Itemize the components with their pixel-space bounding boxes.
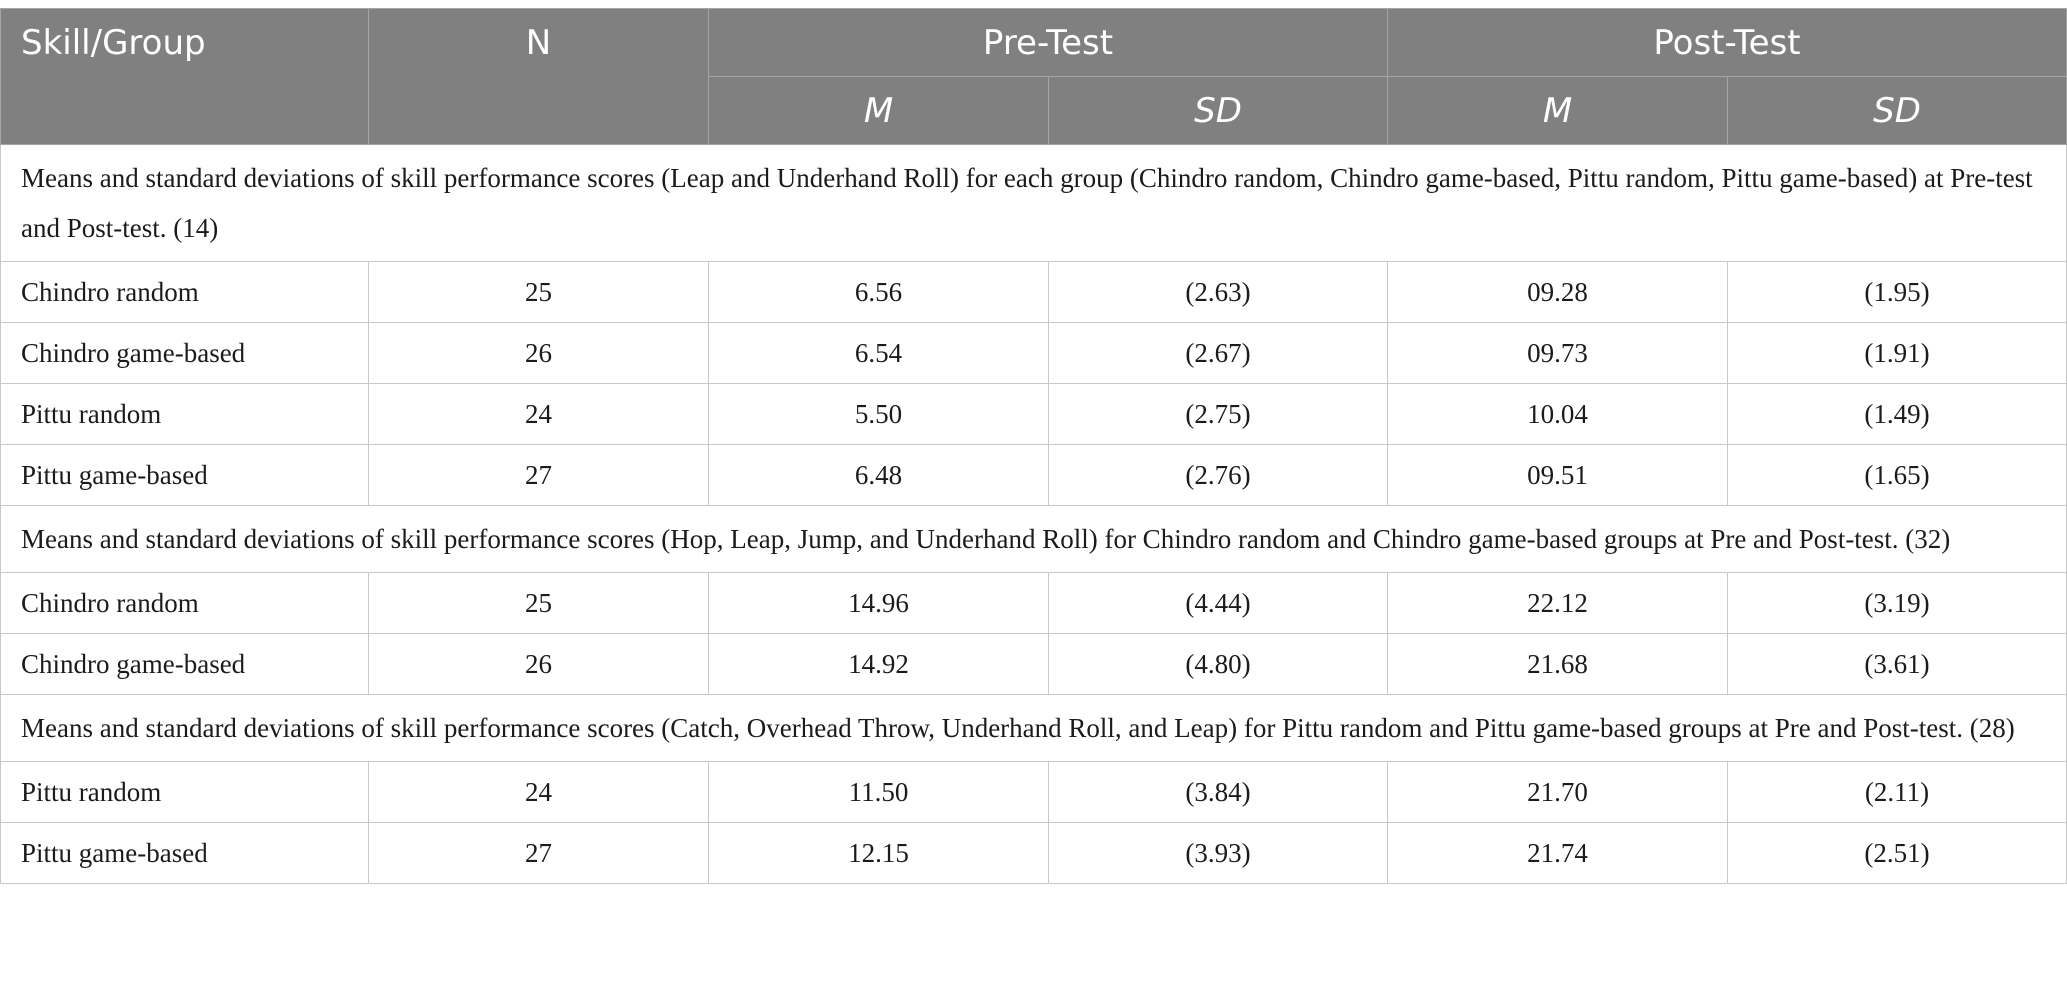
cell-pre-m: 11.50: [709, 762, 1049, 823]
cell-post-m: 09.51: [1388, 445, 1728, 506]
cell-post-m: 21.68: [1388, 634, 1728, 695]
cell-n: 24: [369, 384, 709, 445]
section-caption-row: [1, 145, 2067, 262]
cell-post-sd: (1.95): [1728, 262, 2067, 323]
header-post-sd: SD: [1728, 77, 2067, 145]
table-row: [1, 573, 2067, 634]
table-body: [1, 145, 2067, 884]
header-pre-m: M: [709, 77, 1049, 145]
cell-pre-m: 6.48: [709, 445, 1049, 506]
cell-n: 26: [369, 323, 709, 384]
cell-post-m: 22.12: [1388, 573, 1728, 634]
cell-group: Chindro random: [1, 262, 369, 323]
header-pre-sd: SD: [1049, 77, 1388, 145]
header-pre-test: Pre-Test: [709, 9, 1388, 77]
table-row: [1, 762, 2067, 823]
cell-post-sd: (2.51): [1728, 823, 2067, 884]
cell-n: 27: [369, 823, 709, 884]
section-caption-row: [1, 695, 2067, 762]
section-caption: Means and standard deviations of skill performance scores (Catch, Overhead Throw, Underhand Roll, and Leap) for Pittu random and Pittu game-based groups at Pre and Post-test. (28): [1, 695, 2067, 762]
cell-post-m: 21.70: [1388, 762, 1728, 823]
cell-post-sd: (2.11): [1728, 762, 2067, 823]
cell-post-m: 09.73: [1388, 323, 1728, 384]
section-caption-row: [1, 506, 2067, 573]
cell-group: Chindro game-based: [1, 634, 369, 695]
table-row: [1, 445, 2067, 506]
cell-pre-sd: (2.76): [1049, 445, 1388, 506]
cell-group: Pittu game-based: [1, 823, 369, 884]
cell-post-m: 21.74: [1388, 823, 1728, 884]
section-caption: Means and standard deviations of skill performance scores (Hop, Leap, Jump, and Underhand Roll) for Chindro random and Chindro game-based groups at Pre and Post-test. (32): [1, 506, 2067, 573]
cell-n: 24: [369, 762, 709, 823]
table-header: [1, 9, 2067, 145]
section-caption: Means and standard deviations of skill performance scores (Leap and Underhand Roll) for each group (Chindro random, Chindro game-based, Pittu random, Pittu game-based) at Pre-test and Post-test. (14): [1, 145, 2067, 262]
cell-post-m: 09.28: [1388, 262, 1728, 323]
cell-group: Chindro game-based: [1, 323, 369, 384]
table-row: [1, 262, 2067, 323]
cell-post-sd: (3.61): [1728, 634, 2067, 695]
results-table: [0, 8, 2067, 884]
cell-pre-sd: (4.80): [1049, 634, 1388, 695]
cell-pre-sd: (3.93): [1049, 823, 1388, 884]
cell-post-sd: (1.91): [1728, 323, 2067, 384]
header-row: [1, 9, 2067, 77]
cell-post-sd: (3.19): [1728, 573, 2067, 634]
cell-pre-m: 14.92: [709, 634, 1049, 695]
cell-group: Chindro random: [1, 573, 369, 634]
cell-n: 26: [369, 634, 709, 695]
cell-pre-m: 14.96: [709, 573, 1049, 634]
table-row: [1, 323, 2067, 384]
cell-pre-sd: (2.67): [1049, 323, 1388, 384]
cell-group: Pittu random: [1, 762, 369, 823]
cell-pre-m: 6.54: [709, 323, 1049, 384]
header-post-test: Post-Test: [1388, 9, 2067, 77]
cell-post-m: 10.04: [1388, 384, 1728, 445]
cell-pre-m: 6.56: [709, 262, 1049, 323]
cell-pre-sd: (2.63): [1049, 262, 1388, 323]
cell-n: 25: [369, 262, 709, 323]
cell-pre-sd: (4.44): [1049, 573, 1388, 634]
cell-pre-m: 5.50: [709, 384, 1049, 445]
cell-pre-sd: (2.75): [1049, 384, 1388, 445]
table-row: [1, 634, 2067, 695]
cell-n: 27: [369, 445, 709, 506]
cell-group: Pittu random: [1, 384, 369, 445]
cell-n: 25: [369, 573, 709, 634]
header-skill-group: Skill/Group: [1, 9, 369, 145]
header-post-m: M: [1388, 77, 1728, 145]
table-row: [1, 823, 2067, 884]
cell-post-sd: (1.49): [1728, 384, 2067, 445]
cell-pre-m: 12.15: [709, 823, 1049, 884]
header-n: N: [369, 9, 709, 145]
cell-group: Pittu game-based: [1, 445, 369, 506]
cell-pre-sd: (3.84): [1049, 762, 1388, 823]
table-row: [1, 384, 2067, 445]
cell-post-sd: (1.65): [1728, 445, 2067, 506]
